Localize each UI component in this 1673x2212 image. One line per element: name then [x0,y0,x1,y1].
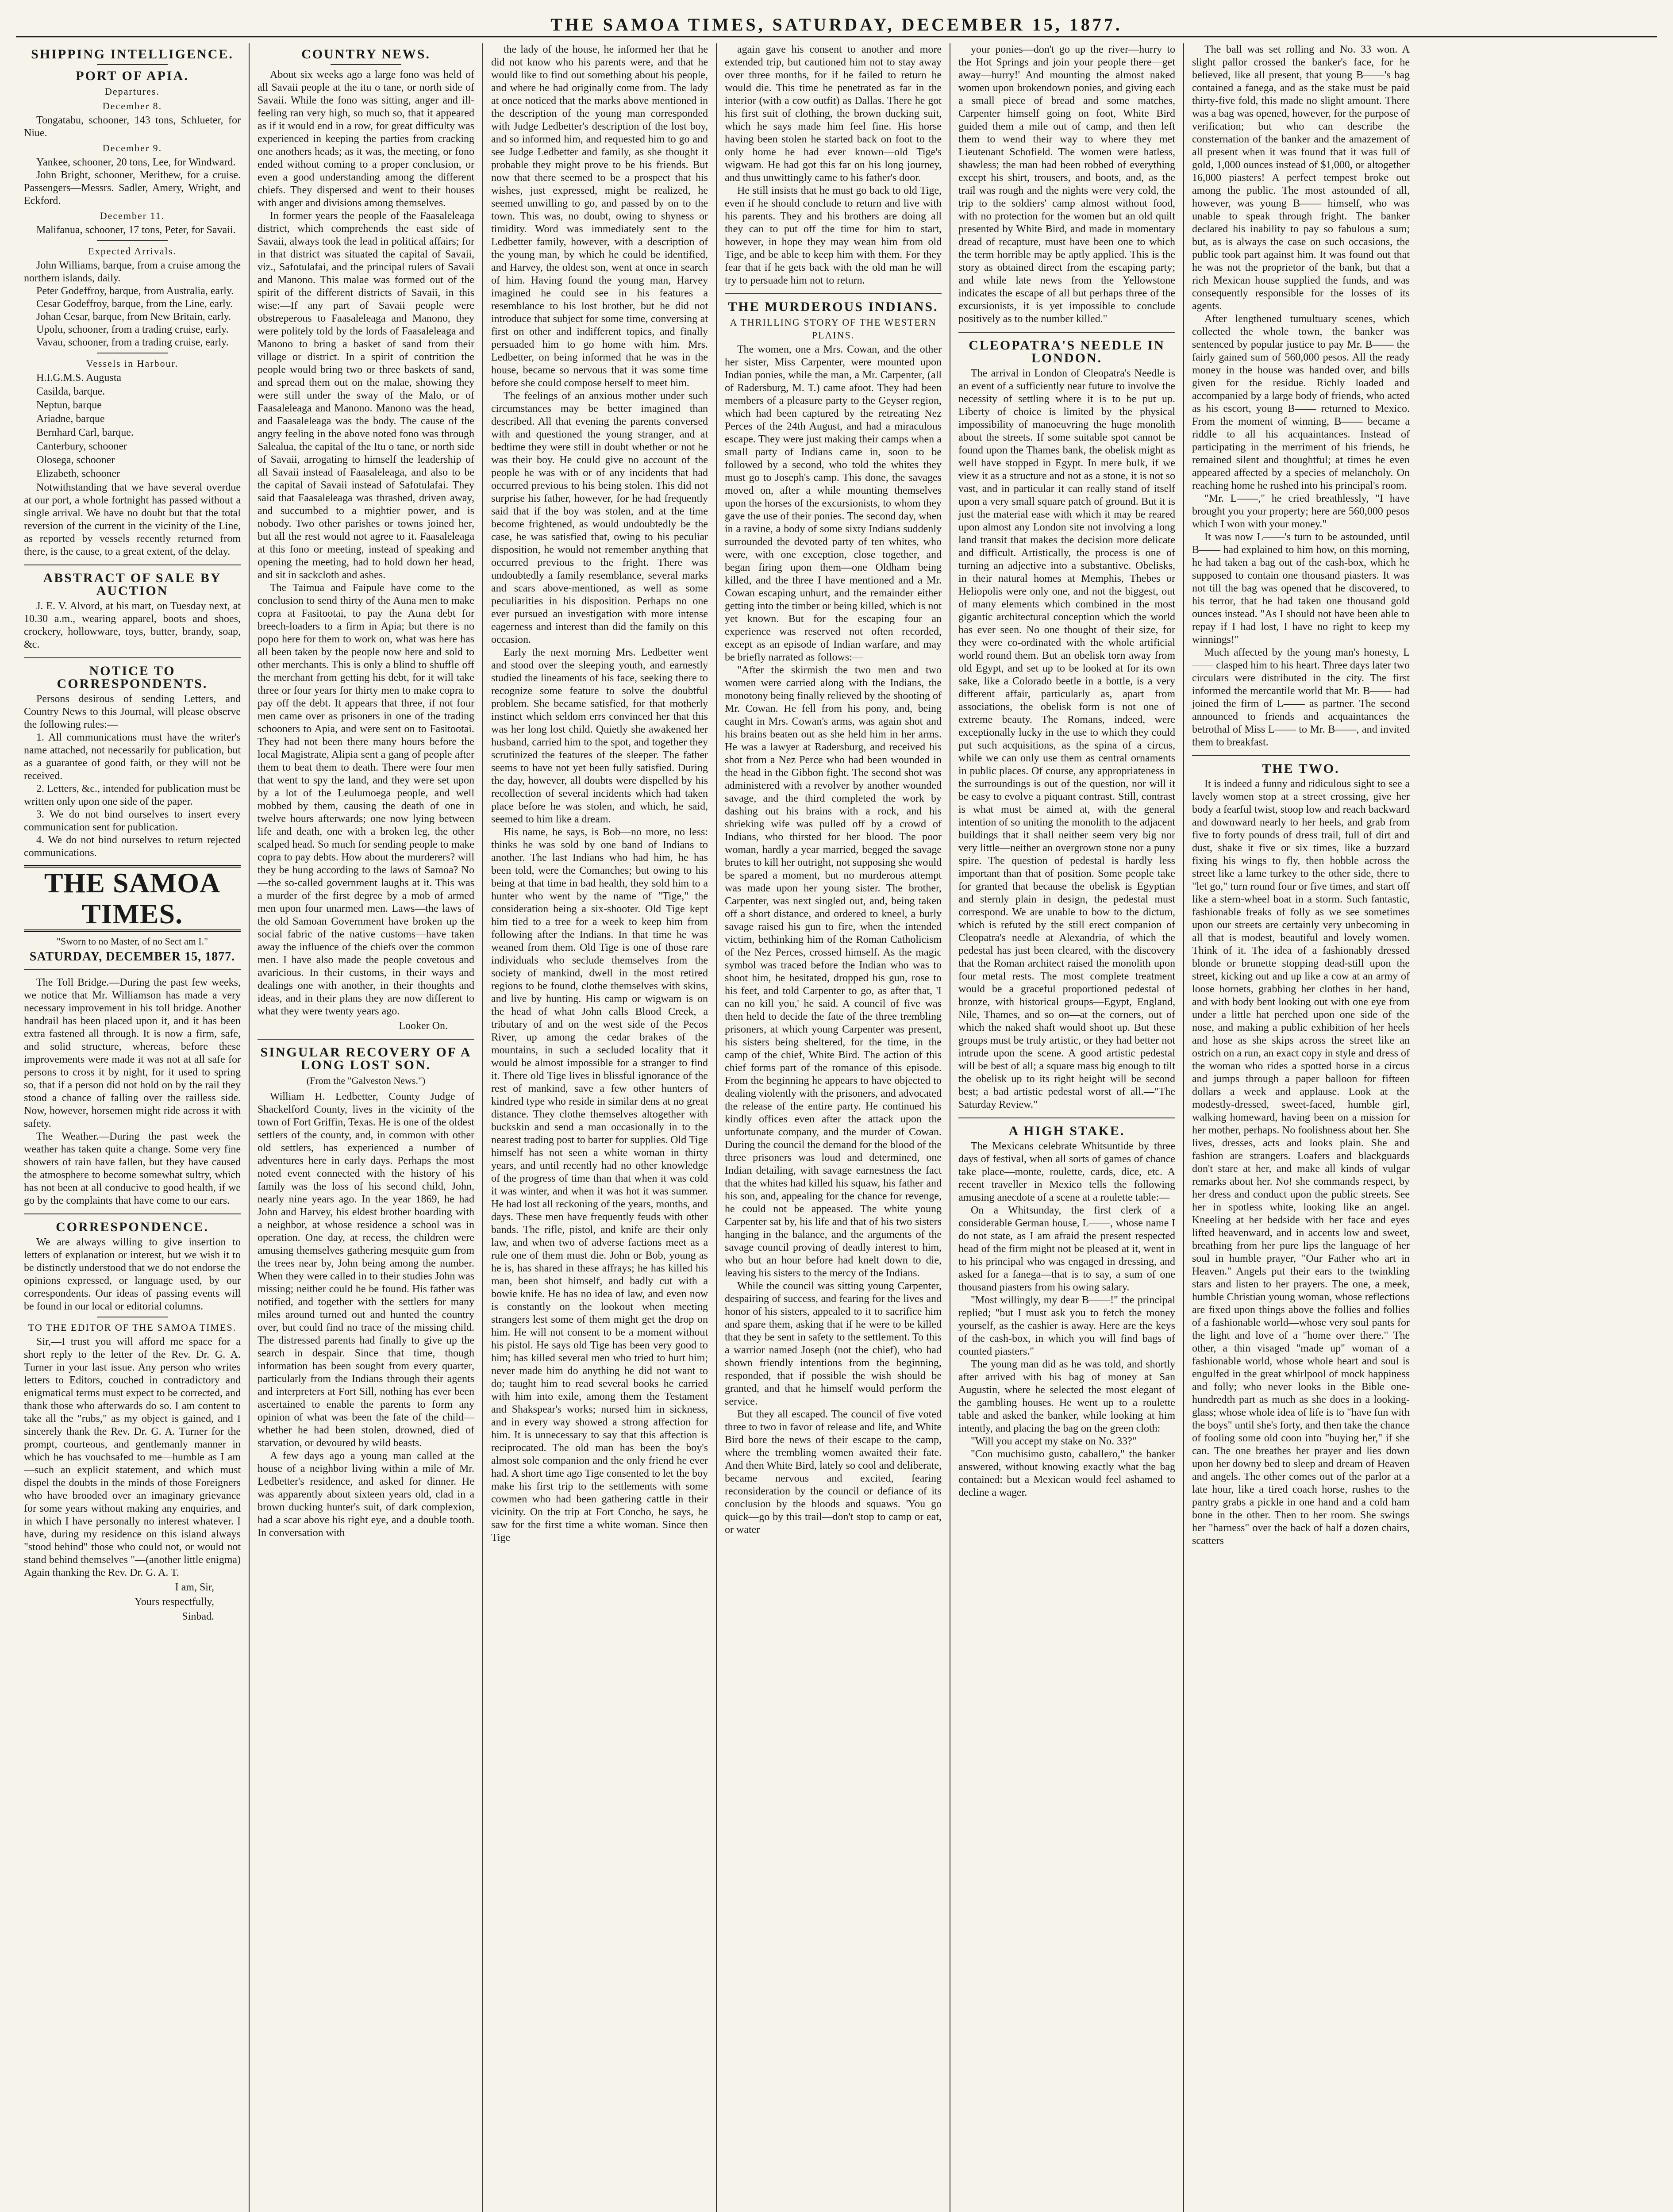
arrival-entry: Vavau, schooner, from a trading cruise, early. [36,337,229,348]
high-stake-paragraph: "Most willingly, my dear B——!" the principal replied; "but I must ask you to fetch the money yourself, as the cashier is away. Here are the keys of the cash-box, in which you will find bags of counted piasters." [958,1294,1178,1357]
high-stake-paragraph: On a Whitsunday, the first clerk of a considerable German house, L——, whose name I do not state, as I am afraid the present respected head of the firm might not be pleased at it, went in to his principal who was engaged in dressing, and asked for a fanega—that is to say, a sum of one thousand piasters from his owing salary. [958,1205,1178,1293]
harbour-vessel: Neptun, barque [36,399,102,411]
high-stake-paragraph: The ball was set rolling and No. 33 won. A slight pallor crossed the banker's face, for he believed, like all present, that young B——'s bag contained a fanega, and as the stake must be paid thirty-five fold, this made no slight amount. There was a bag was opened, however, for the purpose of verification; but who can describe the consternation of the banker and the amazement of all present when it was found that it was full of gold, 1,000 ounces instead of $1,000, or altogether 16,000 piasters! A perfect tempest broke out among the public. The most astounded of all, however, was young B—— himself, who was unable to speak through fright. The banker declared his inability to pay so fabulous a sum; but, as is always the case on such occasions, the public took part against him. It was found out that he was not the proprietor of the bank, but that a rich Mexican house supplied the funds, and was consequently responsible for the losses of its agents. [1192,44,1412,312]
murderous-indians-paragraph: "After the skirmish the two men and two women were carried along with the Indians, the monotony being finally relieved by the shooting of Mr. Cowan. He fell from his pony, and, being caught in Mrs. Cowan's arms, was again shot and his brains beaten out as she held him in her arms. He was a lawyer at Radersburg, and received his shot from a Nez Perce who had been wounded in the head in the Gibbon fight. The second shot was administered with a revolver by another wounded savage, and the third completed the work by dashing out his brains with a rock, and his shrieking wife was pulled off by a crowd of Indians, who thirsted for her blood. The poor woman, hardly a year married, begged the savage brutes to kill her outright, not supposing she would be spared a moment, but no murderous attempt was made upon her young sister. The brother, Carpenter, was next singled out, and, being taken off a short distance, and ordered to kneel, a burly savage raised his gun to fire, when the intended victim, bethinking him of the Roman Catholicism of the Nez Perces, crossed himself. As the magic symbol was traced before the Indian who was to shoot him, he hesitated, dropped his gun, rose to his feet, and told Carpenter to go, as after that, 'I can no kill you,' he said. A council of five was then held to decide the fate of the three trembling prisoners, at which young Carpenter was present, his sisters being sheltered, for the time, in the camp of the chief, White Bird. The action of this chief forms part of the romance of this episode. From the beginning he appears to have objected to dealing violently with the prisoners, and advocated the release of the entire party. He continued his kindly offices even after the attack upon the unfortunate company, and the murder of Cowan. During the council the demand for the blood of the three prisoners was loud and determined, one Indian detailing, with savage earnestness the fact that the whites had killed his squaw, his father and his son, and, appealing for the chance for revenge, he could not be appeased. The white young Carpenter sat by, his life and that of his two sisters hanging in the balance, and the arguments of the savage council proving of deadly interest to him, who but an hour before had knelt down to die, leaving his sisters to the mercy of the Indians. [725,664,944,1279]
letter-address: TO THE EDITOR OF THE SAMOA TIMES. [28,1322,237,1333]
departure-entry: John Bright, schooner, Merithew, for a cruise. Passengers—Messrs. Sadler, Amery, Wright, and Eckford. [24,169,243,207]
murderous-indians-paragraph: The women, one a Mrs. Cowan, and the other her sister, Miss Carpenter, were mounted upon Indian ponies, while the man, a Mr. Carpenter, (all of Radersburg, M. T.) came afoot. They had been members of a pleasure party to the Geyser region, which had been captured by the retreating Nez Perces of the 24th August, and had a miraculous escape. They were just making their camps when a small party of Indians came in, soon to be followed by a second, who told the whites they must go to Joseph's camp. This done, the savages moved on, after a while mounting themselves upon the horses of the excursionists, to whom they gave the use of their ponies. The second day, when in a ravine, a body of some sixty Indians suddenly surrounded the devoted party of ten whites, who were, with one exception, close together, and began firing upon them—one Oldham being killed, and the three I have mentioned and a Mr. Cowan escaping unhurt, and the remainder either getting into the timber or being killed, which is not yet known. But for the escaping four an experience was reserved not often recorded, except as an episode of Indian warfare, and may be briefly narrated as follows:— [725,344,944,663]
singular-recovery-paragraph: again gave his consent to another and more extended trip, but cautioned him not to stay away over three months, for if he failed to return he would die. This time he penetrated as far in the interior (with a cow outfit) as Dallas. There he got his first suit of clothing, the brown ducking suit, which he says made him feel fine. His horse having been stolen he started back on foot to the only home he had ever known—old Tige's wigwam. He had got this far on his long journey, and thus unwittingly came to his father's door. [725,44,944,184]
column-5 [950,43,1184,2212]
correspondence-heading: CORRESPONDENCE. [56,1220,209,1234]
date-label: December 8. [102,100,162,111]
singular-recovery-source: (From the "Galveston News.") [306,1075,426,1086]
port-heading: PORT OF APIA. [76,69,189,83]
high-stake-paragraph: The young man did as he was told, and shortly after arrived with his bag of money at San Augustin, where he selected the most elegant of the gambling houses. He went up to a roulette table and asked the banker, while looking at him intently, and placing the bag on the green cloth: [958,1359,1178,1434]
letter-body: Sir,—I trust you will afford me space for a short reply to the letter of the Rev. Dr. G. A. Turner in your last issue. Any person who writes letters to Editors, couched in contradictory and enigmatical terms must expect to be corrected, and thank those who afterwards do so. I am content to take all the "rubs," as my object is gained, and I sincerely thank the Rev. Dr. G. A. Turner for the prompt, courteous, and gentlemanly manner in which he has vouchsafed to me—humble as I am—such an explicit statement, and which must dispel the doubts in the minds of those Foreigners who have brooded over an imaginary grievance for some years without making any enquiries, and in which I have personally no interest whatever. I have, during my residence on this island always "stood behind" those who could not, or would not stand behind themselves "—(another little enigma) Again thanking the Rev. Dr. G. A. T. [24,1336,243,1578]
expected-heading: Expected Arrivals. [88,246,177,257]
singular-recovery-paragraph: His name, he says, is Bob—no more, no less: thinks he was sold by one band of Indians to another. The last Indians who had him, he has been told, were the Comanches; but owing to his being at that time in bad health, they sold him to a hunter who went by the name of "Tige," the consideration being a six-shooter. Old Tige kept him tied to a tree for a week to keep him from following after the Indians. In that time he was weaned from them. Old Tige is one of those rare individuals who seclude themselves from the society of mankind, dwell in the most retired regions to be found, clothe themselves with skins, and live by hunting. His camp or wigwam is on the head of what John calls Blood Creek, a tributary of and on the west side of the Pecos River, up among the cedar brakes of the mountains, in such a secluded locality that it would be almost impossible for a stranger to find it. There old Tige lives in blissful ignorance of the rest of mankind, save a few other hunters of kindred type who reside in similar dens at no great distance. They clothe themselves altogether with buckskin and send a man occasionally in to the nearest trading post to barter for supplies. Old Tige himself has not seen a white woman in thirty years, and until recently had no other knowledge of the progress of time than that when it was cold it was winter, and when it was hot it was summer. He had lost all reckoning of the years, months, and days. These men have frequently feuds with other bands. The rifle, pistol, and knife are their only law, and when two of adverse factions meet as a rule one of them must die. John or Bob, young as he is, has shared in these affrays; he has killed his man, been shot himself, and badly cut with a bowie knife. He has no idea of law, and even now is constantly on the lookout when meeting strangers lest some of them might get the drop on him. He will not consent to be a moment without his pistol. He says old Tige has been very good to him; has killed several men who tried to hurt him; never made him do anything he did not want to do; taught him to read several books he carried with him into exile, among them the Testament and Shakspear's works; nursed him in sickness, and in every way showed a strong affection for him. It is unnecessary to say that this affection is reciprocated. The old man has been the boy's almost sole companion and the only friend he ever had. A short time ago Tige consented to let the boy make his first trip to the settlements with some cowmen who had been gathering cattle in their vicinity. On the trip at Fort Concho, he says, he saw for the first time a white woman. Since then Tige [491,826,711,1544]
divider [958,332,1175,333]
arrival-entry: Johan Cesar, barque, from New Britain, early. [36,311,231,323]
singular-recovery-paragraph: A few days ago a young man called at the house of a neighbor living within a mile of Mr. Ledbetter's residence, and asked for dinner. He was apparently about sixteen years old, clad in a brown ducking hunter's suit, of dark complexion, had a scar above his right eye, and a double tooth. In conversation with [258,1450,477,1539]
divider [331,64,401,65]
murderous-indians-paragraph: While the council was sitting young Carpenter, despairing of success, and fearing for the lives and honor of his sisters, appealed to it to sacrifice him and spare them, asking that if he were to be killed that they be sent in safety to the settlement. To this a warrior named Joseph (not the chief), who had shown friendly intentions from the beginning, responded, that if possible the wish should be granted, and that he himself would perform the service. [725,1280,944,1407]
singular-recovery-paragraph: the lady of the house, he informed her that he did not know who his parents were, and that he would like to find out something about his people, and where he had originally come from. The lady at once noticed that the marks above mentioned in the description of the young man corresponded with Judge Ledbetter's description of the lost boy, and so informed him, and requested him to go and see Judge Ledbetter and family, as she thought it probable they might prove to be his friends. But now that there seemed to be a prospect that his wishes, just expressed, might be realized, he seemed unwilling to go, and passed by on to the town. This was, no doubt, owing to shyness or timidity. Word was immediately sent to the Ledbetter family, however, with a description of the young man, by which he could be identified, and Harvey, the oldest son, went at once in search of him. Having found the young man, Harvey imagined he could see in his features a resemblance to his lost brother, but he did not introduce that subject for some time, conversing at first on other and indifferent topics, and finally persuaded him to go home with him. Mrs. Ledbetter, on being informed that he was in the house, became so nervous that it was some time before she could compose herself to meet him. [491,44,711,389]
departures-heading: Departures. [104,86,160,97]
divider [1192,755,1410,756]
country-news-signature: Looker On. [399,1020,448,1032]
toll-bridge-article: The Toll Bridge.—During the past few weeks, we notice that Mr. Williamson has made a very necessary improvement in his toll bridge. Another handrail has been placed upon it, and it has been extra fastened all through. It is now a firm, safe, and solid structure, whereas, before these improvements were made it was not at all safe for persons to cross it by night, for it used to spring so, that if a person did not hold on by the rail they stood a chance of falling over the railless side. Now, however, horsemen might ride across it with safety. [24,977,243,1129]
column-2 [250,43,483,2212]
the-two-heading: THE TWO. [1262,761,1340,776]
letter-close: Yours respectfully, [135,1596,214,1608]
high-stake-paragraph: "Con muchisimo gusto, caballero," the banker answered, without knowing exactly what the bag contained: but a Mexican would feel ashamed to decline a wager. [958,1448,1178,1498]
harbour-vessel: H.I.G.M.S. Augusta [36,372,122,384]
notice-intro: Persons desirous of sending Letters, and Country News to this Journal, will please observe the following rules:— [24,693,243,730]
high-stake-paragraph: It was now L——'s turn to be astounded, until B—— had explained to him how, on this morning, he had taken a bag out of the cash-box, which he supposed to contain one thousand piasters. It was not till the bag was opened that he discovered, to his terror, that he had taken one thousand gold ounces instead. "As I should not have been able to repay if I had lost, I have no right to keep my winnings!" [1192,531,1412,645]
singular-recovery-paragraph: William H. Ledbetter, County Judge of Shackelford County, lives in the vicinity of the town of Fort Griffin, Texas. He is one of the oldest settlers of the county, and, in common with other old settlers, has experienced a number of adventures here in early days. Perhaps the most noted event connected with the history of his family was the loss of his second child, John, nearly nine years ago. In the year 1869, he had John and Harvey, his eldest brother boarding with a neighbor, at whose residence a school was in operation. One day, at recess, the children were amusing themselves gathering mesquite gum from the trees near by, John being among the number. When they were called in to their studies John was missing; neither could he be found. His father was notified, and together with the settlers for many miles around turned out and hunted the country over, but could find no trace of the missing child. The distressed parents had finally to give up the search in despair. Since that time, though information has been sought from every quarter, particularly from the Indians through their agents and interpreters at Fort Sill, nothing has ever been ascertained to enable the parents to form any opinion of what was been the fate of the child—whether he had been stolen, drowned, died of starvation, or devoured by wild beasts. [258,1091,477,1449]
date-label: December 11. [100,210,165,221]
letter-signature: Sinbad. [182,1611,214,1622]
correspondence-note: We are always willing to give insertion to letters of explanation or interest, but we wish it to be distinctly understood that we do not endorse the opinions expressed, or language used, by our correspondents. Our ideas of passing events will be found in our local or editorial columns. [24,1237,243,1312]
columns [16,43,1657,2212]
harbour-vessel: Casilda, barque. [36,386,105,397]
divider [97,240,168,241]
singular-recovery-heading: SINGULAR RECOVERY OF A LONG LOST SON. [260,1045,472,1072]
high-stake-paragraph: The Mexicans celebrate Whitsuntide by three days of festival, when all sorts of games of chance take place—monte, roulette, cards, dice, etc. A recent traveller in Mexico tells the following amusing anecdote of a scene at a roulette table:— [958,1141,1178,1203]
dateline: SATURDAY, DECEMBER 15, 1877. [29,950,235,964]
high-stake-paragraph: "Will you accept my stake on No. 33?" [971,1436,1137,1447]
masthead: THE SAMOA TIMES, SATURDAY, DECEMBER 15, 1877. [16,13,1657,38]
column-1 [16,43,250,2212]
column-4 [717,43,950,2212]
arrival-entry: John Williams, barque, from a cruise among the northern islands, daily. [24,260,243,284]
letter-close: I am, Sir, [175,1582,214,1593]
singular-recovery-paragraph: Early the next morning Mrs. Ledbetter went and stood over the sleeping youth, and earnestly studied the lineaments of his face, seeking there to recognize some feature to solve the doubtful problem. She became satisfied, for that motherly instinct which seldom errs convinced her that this was her long lost child. Quietly she awakened her husband, carried him to the spot, and together they scrutinized the features of the sleeper. The father seems to have not yet been fully satisfied. During the day, however, all doubts were dispelled by his recollection of several incidents which had taken place before he was stolen, and which, he said, seemed to him like a dream. [491,647,711,825]
paper-motto: "Sworn to no Master, of no Sect am I." [56,936,208,947]
departure-entry: Tongatabu, schooner, 143 tons, Schlueter, for Niue. [24,115,243,139]
country-news-paragraph: About six weeks ago a large fono was held of all Savaii people at the itu o tane, or north side of Savaii. While the fono was sitting, anger and ill-feeling ran very high, so much so, that it appeared as if it would end in a row, for great difficulty was experienced in keeping the parties from cracking one anothers heads; as it was, the meeting, or fono ended without coming to a proper conclusion, or even a good understanding among the different chiefs. They dispersed and went to their houses with anger and divisions among themselves. [258,69,477,209]
harbour-vessel: Olosega, schooner [36,454,115,466]
high-stake-paragraph: "Mr. L——," he cried breathlessly, "I have brought you your property; here are 560,000 pesos which I won with your money." [1192,493,1412,530]
country-news-heading: COUNTRY NEWS. [301,47,431,61]
notice-heading: NOTICE TO CORRESPONDENTS. [57,664,208,691]
harbour-vessel: Ariadne, barque [36,413,105,425]
harbour-note: Notwithstanding that we have several overdue at our port, a whole fortnight has passed without a single arrival. We have no doubt but that the total reversion of the current in the vicinity of the Line, as reported by vessels recently returned from there, is the cause, to a great extent, of the delay. [24,482,243,557]
divider [24,657,241,658]
harbour-vessel: Bernhard Carl, barque. [36,427,134,438]
shipping-heading: SHIPPING INTELLIGENCE. [31,47,234,61]
arrival-entry: Peter Godeffroy, barque, from Australia, early. [36,285,234,297]
murderous-indians-subheading: A THRILLING STORY OF THE WESTERN PLAINS. [730,317,937,341]
high-stake-heading: A HIGH STAKE. [1008,1124,1125,1138]
singular-recovery-paragraph: The feelings of an anxious mother under such circumstances may be better imagined than described. All that evening the parents conversed with and questioned the young stranger, and at bedtime they were still in doubt whether or not he was their boy. He could give no account of the people he was with or of any incidents that had occurred previous to his being stolen. This did not surprise his father, however, for he had frequently said that if the boy was stolen, and at the time become frightened, as would undoubtedly be the case, he was satisfied that, owing to his peculiar disposition, he would not remember anything that occurred previous to the fright. There was undoubtedly a family resemblance, several marks and scars above-mentioned, as well as some peculiarities in his disposition. Perhaps no one ever pursued an investigation with more intense eagerness and interest than did the family on this occasion. [491,390,711,645]
auction-heading: ABSTRACT OF SALE BY AUCTION [43,571,222,598]
high-stake-paragraph: Much affected by the young man's honesty, L—— clasped him to his heart. Three days later two circulars were distributed in the city. The first informed the mercantile world that Mr. B—— had joined the firm of L—— as partner. The second announced to friends and acquaintances the betrothal of Miss L—— to Mr. B——, and invited them to breakfast. [1192,647,1412,748]
departure-entry: Malifanua, schooner, 17 tons, Peter, for Savaii. [36,224,236,236]
cleopatras-needle-paragraph: The arrival in London of Cleopatra's Needle is an event of a sufficiently near future to involve the necessity of settling where it is to be put up. Liberty of choice is limited by the physical impossibility of manoeuvring the huge monolith about the streets. If some suitable spot cannot be found upon the Thames bank, the obelisk might as well have stopped in Egypt. In mere bulk, if we view it as a structure and not as a stone, it is not so vast, and in particular it can really stand of itself upon a very small square patch of ground. But it is just the material ease with which it may be reared upon almost any London site not involving a long land transit that makes the decision more delicate and difficult. Artistically, the process is one of turning an adjective into a substantive. Obelisks, in their natural homes at Memphis, Thebes or Heliopolis were only one, and not the biggest, out of many elements which combined in the most gigantic architectural conception which the world has ever seen. No one thought of their size, for they were co-ordinated with the whole artificial world round them. But an obelisk torn away from old Egypt, and set up to be looked at for its own sake, like a Colorado beetle in a bottle, is a very different affair, particularly as, apart from associations, the obelisk form is not one of extreme beauty. The Romans, indeed, were exceptionally lucky in the use to which they could put such acquisitions, as the spina of a circus, while we can only use them as central ornaments in public places. Of course, any appropriateness in the surroundings is out of the question, nor will it be easy to evolve a piquant contrast. Still, contrast is what must be aimed at, with the general intention of so uniting the monolith to the adjacent buildings that it shall neither seem very big nor very little—neither an overgrown stone nor a puny spire. The question of pedestal is hardly less important than that of position. Some people take for granted that because the obelisk is Egyptian and sternly plain in design, the pedestal must correspond. We are unable to bow to the dictum, which is refuted by the still erect companion of Cleopatra's needle at Alexandria, of which the pedestal has just been cleared, with the discovery that the Roman architect raised the monolith upon four metal rests. The most complete treatment would be a graceful proportioned pedestal of bronze, with historical groups—Egypt, England, Nile, Thames, and so on—at the corners, out of which the naked shaft would shoot up. But these groups must be truly artistic, or they had better not intrude upon the scene. A good artistic pedestal will be best of all; a square mass big enough to tilt the obelisk up to its right height will be second best; a bad artistic pedestal worst of all.—"The Saturday Review." [958,368,1178,1110]
country-news-paragraph: The Taimua and Faipule have come to the conclusion to send thirty of the Auna men to make copra at Fasitootai, to pay the Auna debt for breech-loaders to a firm in Apia; but there is no popo here for them to work on, what was here has all been taken by the people now here and sold to other merchants. This is only a blind to shuffle off the merchant from getting his debt, for it will take three or four years for thirty men to make copra to pay off the debt. It appears that three, if not four men came over as prisoners in one of the trading schooners to Apia, and were sent on to Fasitootai. They had not been there many hours before the local Magistrate, Alipia sent a gang of people after them to beat them to death. There were four men that went to spy the land, and they were set upon by a lot of the Leulumoega people, and well mobbed by them, causing the death of one in twelve hours afterwards; one now lying between life and death, one with a broken leg, the other scalped head. So much for sending people to make copra to pay debts. How about the murderers? will they be hung according to the laws of Samoa? No—the so-called government laughs at it. This was a murder of the first degree by a mob of armed men upon four unarmed men. Laws—the laws of the old Samoan Government have broken up the social fabric of the native customs—have taken away the influence of the chiefs over the common men. I have also made the people covetous and avaricious. In their customs, in their ways and dealings one with another, in their thoughts and ideas, and in their plans they are now different to what they were twenty years ago. [258,582,477,1017]
divider [258,1039,474,1040]
country-news-paragraph: In former years the people of the Faasaleleaga district, which comprehends the east side of Savaii, always took the lead in political affairs; for in that district was situated the capital of Savaii, viz., Safotulafai, and the principal rulers of Savaii and Manono. This malae was formed out of the spirit of the different districts of Savaii, in this wise:—If any part of Savaii people were obstreperous to Faasaleleaga and Manono, they were politely told by the lords of Faasaleleaga and Manono to bring a basket of sand from their village or district. In a spirit of contrition the people would bring two or three baskets of sand, and spread them out on the malae, showing they were still under the sway of the Malo, or of Faasaleleaga and Manono. Manono was the head, and Faasaleleaga was the body. The cause of the angry feeling in the above noted fono was through Salealua, the capital of the Itu o tane, or north side of Savaii, arrogating to himself the leadership of all Savaii instead of Faasaleleaga, and also to be the capital of Savaii instead of Safotulafai. They said that Faasaleleaga was thrashed, driven away, and succumbed to a mightier power, and is nobody. Two other parishes or towns joined her, but all the rest would not agree to it. Faasaleleaga at this fono or meeting, instead of speaking and opening the meeting, had to hold down her head, and sit in sackcloth and ashes. [258,210,477,581]
auction-text: J. E. V. Alvord, at his mart, on Tuesday next, at 10.30 a.m., wearing apparel, boots and shoes, crockery, hollowware, toys, butter, brandy, soap, &c. [24,600,243,650]
harbour-heading: Vessels in Harbour. [86,358,179,369]
cleopatras-needle-heading: CLEOPATRA'S NEEDLE IN LONDON. [969,338,1165,365]
murderous-indians-paragraph: your ponies—don't go up the river—hurry to the Hot Springs and join your people there—get away—hurry!' And mounting the almost naked women upon brokendown ponies, and giving each a small piece of bread and some matches, Carpenter himself going on foot, White Bird guided them a mile out of camp, and then left them to wend their way to where they met Lieutenant Schofield. The women were hatless, shawless; the man had been robbed of everything except his shirt, trousers, and boots, and, as the trail was rough and the nights were very cold, the trip to the soldiers' camp almost without food, with no protection for the women but an old quilt presented by White Bird, and made in momentary dread of recapture, must have been one to which the term horrible may be aptly applied. This is the story as obtained direct from the escaping party; and while late news from the Yellowstone indicates the escape of all but perhaps three of the excursionists, it is yet impossible to conclude positively as to the number killed." [958,44,1178,325]
column-3 [483,43,717,2212]
harbour-vessel: Canterbury, schooner [36,441,127,452]
divider [24,969,241,970]
arrival-entry: Upolu, schooner, from a trading cruise, early. [36,324,229,335]
high-stake-paragraph: After lengthened tumultuary scenes, which collected the whole town, the banker was sentenced by popular justice to pay Mr. B—— the fairly gained sum of 560,000 pesos. All the ready money in the house was handed over, and bills given for the residue. Richly loaded and accompanied by a large body of friends, who acted as his escort, young B—— returned to Mexico. From the moment of winning, B—— became a riddle to all his acquaintances. Instead of participating in the merriment of his friends, he remained silent and thoughtful; at times he even appeared affected by a species of melancholy. On reaching home he rushed into his principal's room. [1192,313,1412,492]
paper-title: THE SAMOA TIMES. [24,865,241,932]
departure-entry: Yankee, schooner, 20 tons, Lee, for Windward. [36,157,236,168]
harbour-vessel: Elizabeth, schooner [36,468,120,480]
notice-rule: 3. We do not bind ourselves to insert every communication sent for publication. [24,809,243,833]
notice-rule: 2. Letters, &c., intended for publication must be written only upon one side of the paper. [24,783,243,807]
divider [725,293,942,294]
notice-rule: 4. We do not bind ourselves to return rejected communications. [24,834,243,859]
divider [97,64,168,65]
date-label: December 9. [102,142,162,154]
weather-article: The Weather.—During the past week the weather has taken quite a change. Some very fine showers of rain have fallen, but they have caused the atmosphere to become somewhat sultry, which has not been at all conducive to good health, if we go by the complaints that have come to our ears. [24,1131,243,1206]
murderous-indians-heading: THE MURDEROUS INDIANS. [728,300,938,314]
singular-recovery-paragraph: He still insists that he must go back to old Tige, even if he should conclude to return and live with his parents. They and his brothers are doing all they can to put off the time for him to start, however, in hope they may wean him from old Tige, and be able to keep him with them. For they fear that if he gets back with the old man he will try to persuade him not to return. [725,185,944,286]
murderous-indians-paragraph: But they all escaped. The council of five voted three to two in favor of release and life, and White Bird bore the news of their escape to the camp, where the trembling women awaited their fate. And then White Bird, lately so cool and deliberate, became nervous and excited, fearing reconsideration by the council or defiance of its conclusion by the bloods and squaws. 'You go quick—go by this trail—don't stop to camp or eat, or water [725,1409,944,1536]
arrival-entry: Cesar Godeffroy, barque, from the Line, early. [36,298,233,310]
column-6 [1184,43,1418,2212]
the-two-paragraph: It is indeed a funny and ridiculous sight to see a lavely women stop at a street crossing, give her body a fearful twist, stoop low and reach backward and downward nearly to her heels, and grab from five to forty pounds of dress trail, full of dirt and dust, shake it five or six times, like a buzzard fixing his wings to fly, then hobble across the street like a lame turkey to the other side, there to "let go," turn round four or five times, and start off like a stern-wheel boat in a storm. Such fantastic, fashionable freaks of folly as we see sometimes upon our streets are certainly very unbecoming in all that is modest, beautiful and lovely women. Think of it. The idea of a fashionably dressed blonde or brunette stopping dead-still upon the street, kicking out and up like a cow at an army of loose hornets, grabbing her clothes in her hand, and with body bent looking out with one eye from under a little hat perched upon one side of the nose, and making a public exhibition of her heels and hose as she skips across the street like an ostrich on a run, an exact copy in style and dress of the woman who rides a spotted horse in a circus and jumps through a paper balloon for fifteen dollars a week and applause. Look at the modestly-dressed, sweet-faced, humble girl, walking homeward, having been on a mission for her mother, perhaps. No foolishness about her. She lives, dresses, acts and looks plain. She and fashion are strangers. Loafers and blackguards don't stare at her, and make all kinds of vulgar remarks about her. No! she commands respect, by her dress and conduct upon the public streets. See her in spotless white, looking like an angel. Kneeling at her bedside with her face and eyes lifted heavenward, and in accents low and sweet, breathing from her pure lips the language of her soul in humble prayer, "Our Father who art in Heaven." Angels put their ears to the twinkling stars and listen to her prayers. The one, a meek, humble Christian young woman, whose reflections are fixed upon things above the follies and follies of a fashionable world—whose very soul pants for the light and love of a "home over there." The other, a thin visaged "made up" woman of a fashionable world, whose whole heart and soul is engulfed in the great whirlpool of mock happiness and folly; who never looks in the Bible one-hundredth part as much as she does in a looking-glass; whose whole idea of life is to "have fun with the boys" until she's forty, and then take the chance of fooling some old coon into "buying her," if she can. The one breathes her prayer and lies down upon her downy bed to sleep and dream of Heaven and angels. The other comes out of the parlor at a late hour, like a tired coach horse, rushes to the pantry grabs a pickle in one hand and a cold ham bone in the other. Then to her room. She swings her "harness" over the back of half a dozen chairs, scatters [1192,778,1412,1547]
notice-rule: 1. All communications must have the writer's name attached, not necessarily for publication, but as a guarantee of good faith, or they will not be received. [24,732,243,782]
